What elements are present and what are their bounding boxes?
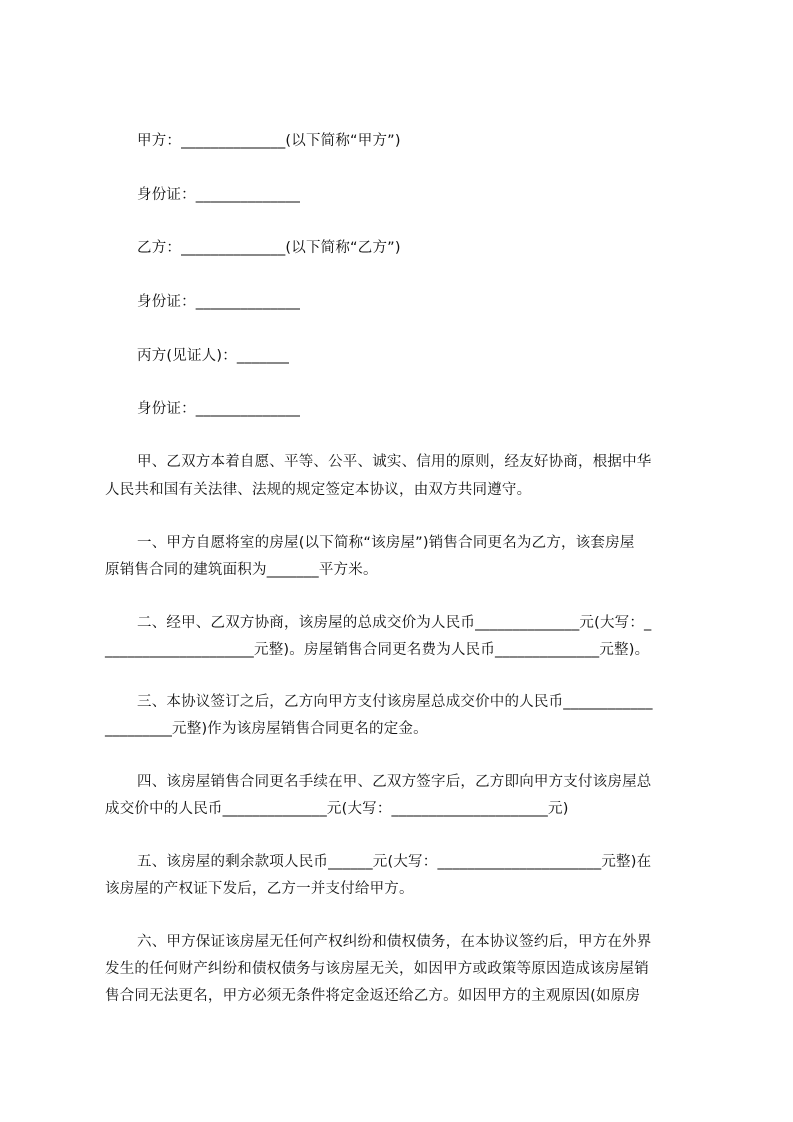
clause-3-line-2: _________元整)作为该房屋销售合同更名的定金。 [105, 721, 428, 737]
preamble-line-2: 人民共和国有关法律、法规的规定签定本协议，由双方共同遵守。 [105, 482, 532, 498]
clause-6-line-3: 售合同无法更名，甲方必须无条件将定金返还给乙方。如因甲方的主观原因(如原房 [105, 988, 641, 1004]
clause-4-line-1: 四、该房屋销售合同更名手续在甲、乙双方签字后，乙方即向甲方支付该房屋总 [137, 774, 652, 790]
party-b-line: 乙方：______________(以下简称“乙方”) [137, 240, 401, 256]
clause-5-line-2: 该房屋的产权证下发后，乙方一并支付给甲方。 [105, 881, 414, 897]
clause-3-line-1: 三、本协议签订之后，乙方向甲方支付该房屋总成交价中的人民币____________ [137, 694, 653, 710]
clause-1-line-1: 一、甲方自愿将室的房屋(以下简称“该房屋”)销售合同更名为乙方，该套房屋 [137, 535, 635, 551]
party-b-id-line: 身份证：______________ [137, 294, 301, 310]
clause-5-line-1: 五、该房屋的剩余款项人民币______元(大写：______________________元整)在 [137, 854, 652, 870]
party-c-witness-line: 丙方(见证人)：_______ [137, 348, 290, 364]
clause-6-line-2: 发生的任何财产纠纷和债权债务与该房屋无关，如因甲方或政策等原因造成该房屋销 [105, 961, 649, 977]
clause-1-line-2: 原销售合同的建筑面积为_______平方米。 [105, 562, 378, 578]
party-c-id-line: 身份证：______________ [137, 401, 301, 417]
party-a-line: 甲方：______________(以下简称“甲方”) [137, 133, 401, 149]
clause-2-line-1: 二、经甲、乙双方协商，该房屋的总成交价为人民币______________元(大写：_ [137, 615, 652, 631]
clause-6-line-1: 六、甲方保证该房屋无任何产权纠纷和债权债务，在本协议签约后，甲方在外界 [137, 934, 652, 950]
preamble-line-1: 甲、乙双方本着自愿、平等、公平、诚实、信用的原则，经友好协商，根据中华 [137, 454, 652, 470]
clause-4-line-2: 成交价中的人民币______________元(大写：_____________________元) [105, 801, 569, 817]
party-a-id-line: 身份证：______________ [137, 187, 301, 203]
clause-2-line-2: ____________________元整)。房屋销售合同更名费为人民币______________元整)。 [105, 642, 650, 658]
